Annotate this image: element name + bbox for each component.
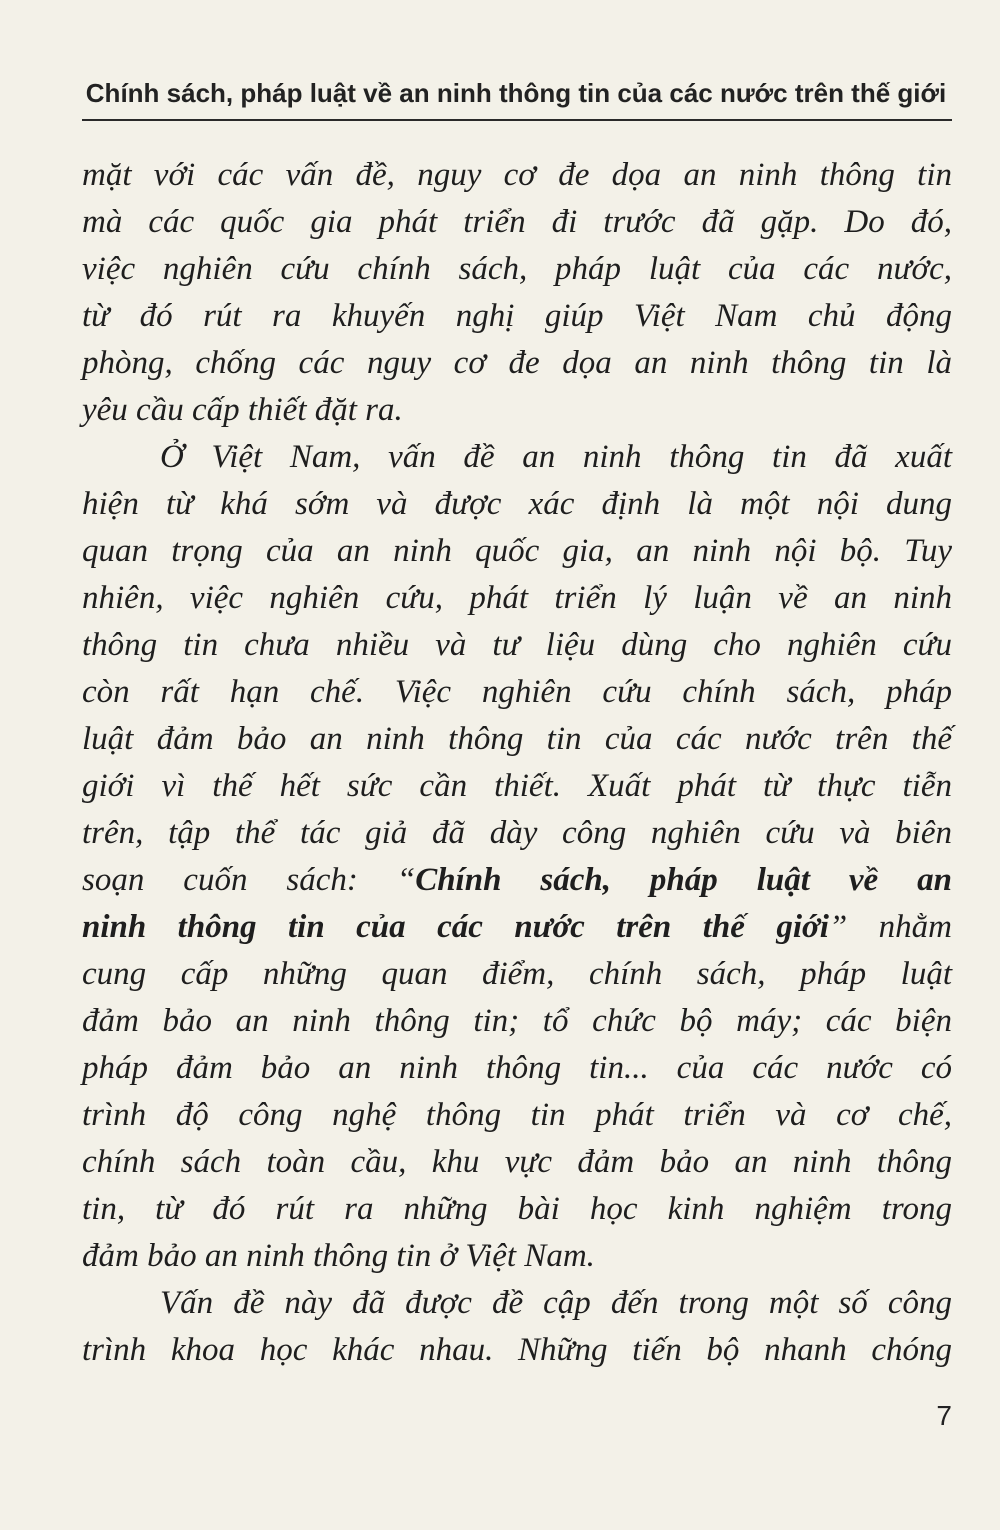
text-line: đảm bảo an ninh thông tin; tổ chức bộ máy; các biện [82,1003,952,1039]
text-line: mặt với các vấn đề, nguy cơ đe dọa an ninh thông tin [82,157,952,193]
page-number: 7 [936,1400,952,1431]
text-line: việc nghiên cứu chính sách, pháp luật của các nước, [82,251,952,287]
text-line: yêu cầu cấp thiết đặt ra. [82,392,403,428]
text-line: trình độ công nghệ thông tin phát triển và cơ chế, [82,1097,952,1133]
text-line: quan trọng của an ninh quốc gia, an ninh nội bộ. Tuy [82,533,952,569]
text-line-with-book-title [82,904,952,951]
book-title-part-2: ninh thông tin của các nước trên thế giới [82,909,829,945]
text-line: trên, tập thể tác giả đã dày công nghiên cứu và biên [82,815,952,851]
text-line: còn rất hạn chế. Việc nghiên cứu chính sách, pháp [82,674,952,710]
book-title-part-1: Chính sách, pháp luật về an [415,862,952,898]
text-line-with-book-title [82,857,952,904]
body-text [82,152,952,1374]
text-line: từ đó rút ra khuyến nghị giúp Việt Nam chủ động [82,298,952,334]
text-line: Vấn đề này đã được đề cập đến trong một số công [160,1285,952,1321]
text-line: Ở Việt Nam, vấn đề an ninh thông tin đã xuất [160,439,952,475]
text-line: phòng, chống các nguy cơ đe dọa an ninh thông tin là [82,345,952,381]
text-line: pháp đảm bảo an ninh thông tin... của các nước có [82,1050,952,1086]
text-line: giới vì thế hết sức cần thiết. Xuất phát từ thực tiễn [82,768,952,804]
text-line: hiện từ khá sớm và được xác định là một nội dung [82,486,952,522]
header-rule [82,119,952,121]
text-run: ” nhằm [828,909,952,945]
text-line: thông tin chưa nhiều và tư liệu dùng cho nghiên cứu [82,627,952,663]
text-line: nhiên, việc nghiên cứu, phát triển lý luận về an ninh [82,580,952,616]
text-line: đảm bảo an ninh thông tin ở Việt Nam. [82,1238,595,1274]
text-line: tin, từ đó rút ra những bài học kinh nghiệm trong [82,1191,952,1227]
running-head: Chính sách, pháp luật về an ninh thông tin của các nước trên thế giới [85,78,947,108]
text-run: soạn cuốn sách: “ [82,862,416,898]
text-line: cung cấp những quan điểm, chính sách, pháp luật [82,956,952,992]
text-line: chính sách toàn cầu, khu vực đảm bảo an ninh thông [82,1144,952,1180]
text-line: trình khoa học khác nhau. Những tiến bộ nhanh chóng [82,1332,952,1368]
text-line: luật đảm bảo an ninh thông tin của các nước trên thế [82,721,952,757]
text-line: mà các quốc gia phát triển đi trước đã gặp. Do đó, [82,204,952,240]
